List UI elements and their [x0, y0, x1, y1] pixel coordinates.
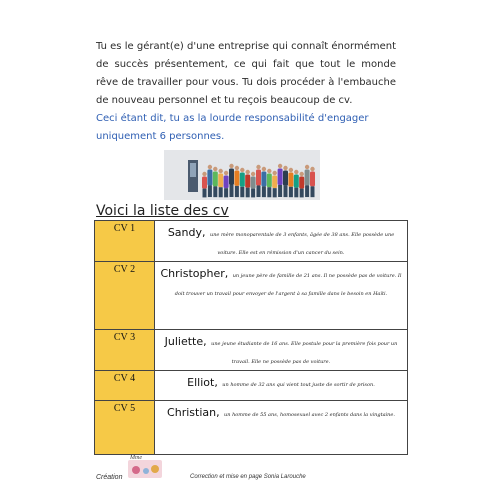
person-head — [262, 167, 266, 171]
cv-label: CV 3 — [95, 330, 155, 371]
person-head — [208, 165, 212, 169]
person-body — [207, 170, 212, 186]
person-head — [283, 166, 287, 170]
person-body — [245, 175, 250, 188]
cv-name: Christian, — [167, 406, 220, 419]
person-head — [240, 168, 244, 172]
person-head — [202, 172, 206, 176]
cv-label: CV 4 — [95, 371, 155, 401]
person-legs — [273, 188, 277, 197]
cv-description — [155, 401, 408, 455]
person-legs — [203, 189, 207, 198]
cv-text: un homme de 55 ans, homosexuel avec 2 enfants dans la vingtaine. — [224, 412, 395, 418]
table-row — [95, 221, 408, 262]
person-head — [289, 168, 293, 172]
person-body — [310, 172, 315, 187]
person-body — [229, 169, 234, 186]
logo-text: Mme — [130, 455, 142, 461]
table-row — [95, 262, 408, 330]
cv-description — [155, 371, 408, 401]
person-legs — [294, 188, 298, 198]
credit-text: Correction et mise en page Sonia Larouche — [190, 474, 306, 480]
cv-description — [155, 221, 408, 262]
person-legs — [305, 185, 309, 197]
person-head — [246, 170, 250, 174]
person-body — [278, 169, 283, 186]
person-legs — [311, 186, 315, 197]
people-crowd-image — [164, 150, 320, 200]
person-legs — [240, 187, 244, 197]
cv-label: CV 2 — [95, 262, 155, 330]
person-legs — [289, 187, 293, 197]
cv-table — [94, 220, 408, 455]
person-legs — [246, 188, 250, 198]
intro-highlight: Ceci étant dit, tu as la lourde responsabilité d'engager uniquement 6 personnes. — [96, 113, 369, 142]
person-head — [310, 167, 314, 171]
cv-text: une mère monoparentale de 3 enfants, âgée de 38 ans. Elle possède une voiture. Elle est en rémission d'un cancer du sein. — [209, 232, 395, 256]
cv-list-title: Voici la liste des cv — [96, 203, 229, 219]
cv-description — [155, 262, 408, 330]
cv-text: une jeune étudiante de 16 ans. Elle postule pour la première fois pour un travail. Elle ne possède pas de voiture. — [211, 341, 398, 365]
person-head — [224, 171, 228, 175]
person-body — [288, 173, 293, 187]
person-legs — [219, 187, 223, 197]
person-body — [283, 171, 288, 186]
cv-label: CV 1 — [95, 221, 155, 262]
table-row — [95, 371, 408, 401]
person-legs — [230, 185, 234, 197]
person-head — [300, 172, 304, 176]
intro-text — [96, 38, 396, 146]
person-legs — [300, 189, 304, 198]
person-legs — [224, 188, 228, 197]
cv-description — [155, 330, 408, 371]
person-head — [235, 166, 239, 170]
cv-name: Juliette, — [164, 335, 207, 348]
person-legs — [278, 185, 282, 197]
people-crowd-illustration — [164, 150, 320, 200]
person-body — [202, 177, 207, 189]
person-body — [224, 176, 229, 189]
creation-label: Création — [96, 474, 123, 481]
page-footer — [96, 452, 416, 492]
table-row — [95, 401, 408, 455]
person-body — [251, 177, 256, 189]
table-row — [95, 330, 408, 371]
cv-name: Elliot, — [187, 376, 218, 389]
person-legs — [257, 185, 261, 197]
person-legs — [251, 189, 255, 198]
person-head — [213, 167, 217, 171]
person-body — [305, 170, 310, 186]
person-head — [251, 172, 255, 176]
person-body — [272, 176, 277, 189]
person-body — [261, 172, 266, 187]
person-legs — [262, 186, 266, 197]
person-body — [256, 170, 261, 186]
person-head — [267, 169, 271, 173]
cv-text: un homme de 32 ans qui vient tout juste de sortir de prison. — [222, 382, 375, 388]
person-legs — [208, 185, 212, 197]
person-head — [305, 165, 309, 169]
person-body — [267, 174, 272, 188]
person-head — [278, 164, 282, 168]
intro-paragraph: Tu es le gérant(e) d'une entreprise qui connaît énormément de succès présentement, ce qui fait que tout le monde rêve de travailler pour vous. Tu dois procéder à l'embauche de nouveau personnel et tu reçois beaucoup de cv. — [96, 41, 396, 106]
cv-name: Sandy, — [167, 226, 206, 239]
cv-label: CV 5 — [95, 401, 155, 455]
cv-name: Christopher, — [160, 267, 229, 280]
person-head — [273, 171, 277, 175]
person-body — [240, 173, 245, 187]
person-body — [299, 177, 304, 189]
person-legs — [284, 186, 288, 197]
author-logo — [126, 452, 166, 482]
person-body — [218, 174, 223, 188]
person-legs — [267, 187, 271, 197]
person-head — [219, 169, 223, 173]
person-body — [213, 172, 218, 187]
person-legs — [235, 186, 239, 197]
person-body — [234, 171, 239, 186]
cv-text: un jeune père de famille de 21 ans. Il ne possède pas de voiture. Il doit trouver un travail pour envoyer de l'argent à sa famille dans le besoin en Haïti. — [174, 273, 402, 297]
person-head — [256, 165, 260, 169]
person-head — [294, 170, 298, 174]
person-head — [229, 164, 233, 168]
person-legs — [213, 186, 217, 197]
person-body — [294, 175, 299, 188]
